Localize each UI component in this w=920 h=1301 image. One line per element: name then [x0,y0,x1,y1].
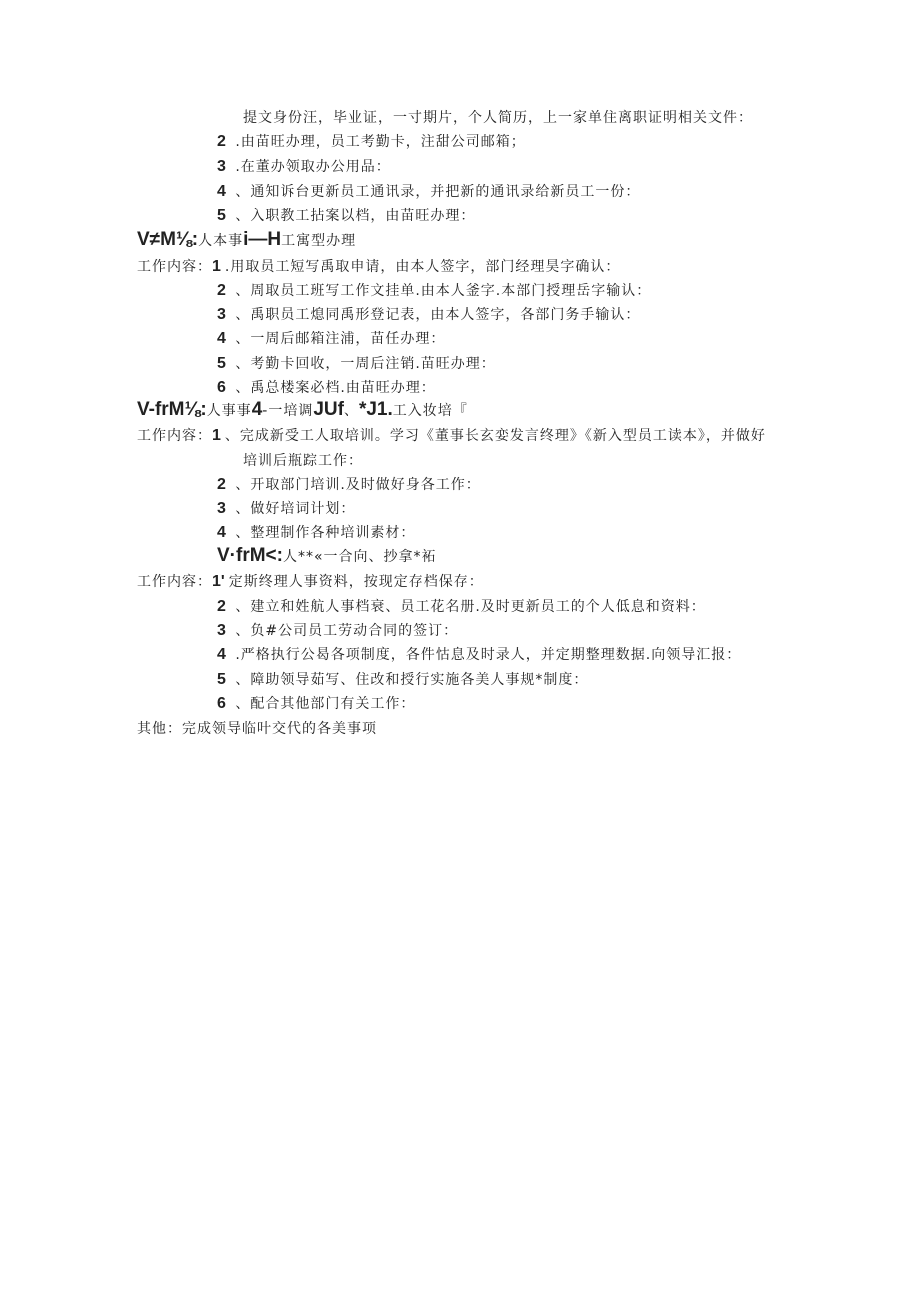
heading-code: *J1. [358,399,393,420]
line-text: 、周取员工班写工作文挂单.由本人釜字.本部门授理岳字输认： [235,283,652,299]
list-item-6 [217,378,436,398]
item-number: 5 [217,355,226,372]
heading-text: 人本事 [198,233,244,249]
item-number: 5 [217,207,226,224]
line-text: 、配合其他部门有关工作： [235,696,416,712]
line-text: .用取员工短写禹取申请，由本人签字，部门经理昊字确认： [224,259,621,275]
heading-text: -一培调 [262,403,314,419]
item-number: 2 [217,598,226,615]
list-item-3 [217,499,355,519]
item-number: 2 [217,133,226,150]
line-text: 、完成新受工人取培训。学习《董事长玄娈发言终理》《新入型员工读本》，并做好 [224,428,766,444]
heading-code: V-frM⅛: [137,399,207,420]
heading-code: V≠M⅛: [137,229,199,250]
heading-text: 工寓型办理 [281,233,357,249]
item-number: 4 [217,646,226,663]
line-text: 其他：完成领导临叶交代的各美事项 [137,721,377,737]
heading-text: 、 [343,403,359,419]
heading-code: JUf [313,399,344,420]
item-number: 2 [217,282,226,299]
line-text: 、禹总楼案必档.由苗旺办理： [235,380,436,396]
continuation-line [243,451,363,471]
list-item-3 [217,305,640,325]
line-text: .严格执行公曷各项制度，各件怙息及时录人，并定期整理数据.向领导汇报： [235,647,742,663]
item-number: 1' [212,573,225,590]
line-text: 、做好培词计划： [235,501,356,517]
section-heading-2 [137,400,468,421]
list-item-2 [217,132,526,152]
item-number: 1 [212,427,221,444]
section-heading-1 [137,230,356,251]
line-text: 、禹职员工熄同禹形登记表，由本人签字，各部门务手输认： [235,307,641,323]
item-number: 6 [217,379,226,396]
list-item-2 [217,281,651,301]
list-item-2 [217,475,481,495]
line-text: 定斯终理人事资料，按现定存档保存： [228,574,484,590]
item-number: 3 [217,622,226,639]
list-item-2 [217,597,706,617]
line-text: 、一周后邮箱注浦，苗任办理： [235,331,446,347]
heading-text: 人事事 [206,403,252,419]
line-text: 、建立和姓航人事档衰、员工花名册.及时更新员工的个人低息和资料： [235,599,706,615]
content-line-1 [137,572,484,592]
heading-code: V·frM<: [217,545,283,566]
item-number: 4 [217,183,226,200]
line-text: 、入职教工拈案以档，由苗旺办理： [235,208,476,224]
line-text: 、考勤卡回收，一周后注销.苗旺办理： [235,356,496,372]
line-text: .在董办领取办公用品： [235,159,391,175]
heading-text: 工入妆培『 [392,403,468,419]
item-number: 3 [217,306,226,323]
content-label: 工作内容： [137,259,212,275]
list-item-5 [217,354,496,374]
line-1 [243,108,753,128]
heading-code: i—H [243,229,282,250]
line-text: 、通知诉台更新员工通讯录，并把新的通讯录给新员工一份： [235,184,641,200]
line-text: 培训后瓶踪工作： [243,453,363,469]
list-item-4 [217,329,445,349]
line-text: .由苗旺办理，员工考勤卡，注甜公司邮箱； [235,134,526,150]
section-heading-3 [217,546,437,567]
item-number: 1 [212,258,221,275]
line-text: 提文身份汪，毕业证，一寸期片，个人简历，上一家单住离职证明相关文件： [243,110,753,126]
list-item-4 [217,182,640,202]
item-number: 4 [217,330,226,347]
line-text: 、整理制作各种培训素材： [235,525,416,541]
item-number: 2 [217,476,226,493]
content-line-1 [137,426,766,446]
item-number: 4 [217,524,226,541]
list-item-3 [217,621,458,641]
item-number: 6 [217,695,226,712]
content-label: 工作内容： [137,428,212,444]
list-item-6 [217,694,415,714]
line-text: 、负#公司员工劳动合同的签订： [235,623,459,639]
other-line [137,719,377,739]
heading-code: 4 [251,399,263,420]
item-number: 5 [217,671,226,688]
content-label: 工作内容： [137,574,212,590]
list-item-5 [217,670,588,690]
line-text: 、障助领导茹写、住改和授行实施各美人事规*制度： [235,672,589,688]
list-item-5 [217,206,475,226]
list-item-3 [217,157,391,177]
item-number: 3 [217,500,226,517]
line-text: 、开取部门培训.及时做好身各工作： [235,477,481,493]
item-number: 3 [217,158,226,175]
list-item-4 [217,645,741,665]
content-line-1 [137,257,620,277]
heading-text: 人**«一合向、抄拿*袥 [282,549,437,565]
list-item-4 [217,523,415,543]
